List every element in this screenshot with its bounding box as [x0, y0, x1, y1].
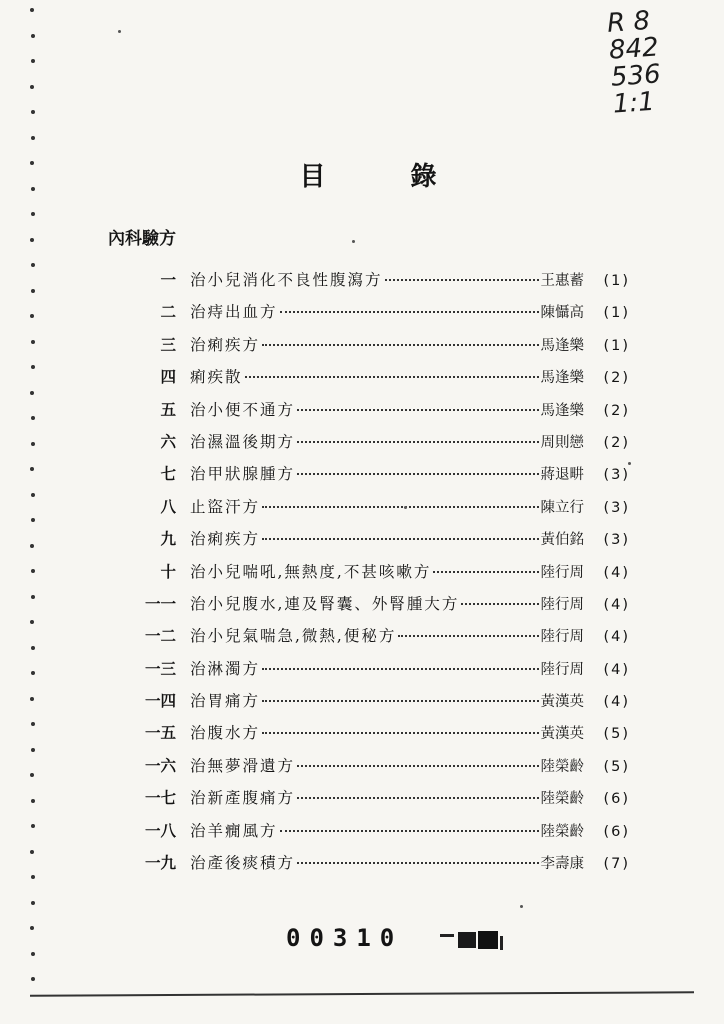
dot-leader: [262, 538, 538, 540]
library-stamp-mark: [436, 928, 506, 952]
toc-entry-title: 治小兒喘吼,無熱度,不甚咳嗽方: [190, 562, 432, 581]
toc-entry-page: (3): [603, 499, 630, 516]
binding-dot: [31, 136, 35, 140]
toc-entry-page: (3): [603, 532, 630, 549]
binding-dot: [31, 365, 35, 369]
toc-entry-page: (4): [603, 629, 630, 646]
binding-holes: [30, 8, 38, 988]
page-title: 目 錄: [299, 162, 475, 192]
toc-entry-page: (7): [603, 856, 630, 873]
toc-entry-number: 二: [160, 302, 176, 322]
toc-entry-number: 一四: [144, 691, 176, 711]
toc-entry-title: 痢疾散: [190, 368, 243, 387]
binding-dot: [31, 518, 35, 522]
toc-entry-title: 治胃痛方: [190, 692, 261, 711]
toc-entry-author: 陸榮齡: [540, 758, 584, 775]
toc-entry-author: 陸行周: [540, 596, 584, 613]
toc-entry: [120, 819, 630, 851]
binding-dot: [31, 824, 35, 828]
toc-entry-number: 六: [160, 431, 176, 451]
binding-dot: [30, 467, 34, 471]
toc-entry: [120, 786, 630, 818]
toc-entry-title: 治羊癇風方: [190, 821, 278, 840]
toc-entry: [120, 657, 630, 689]
toc-entry-title: 治痢疾方: [190, 530, 261, 549]
toc-entry-page: (6): [603, 823, 630, 840]
binding-dot: [31, 442, 35, 446]
binding-dot: [30, 8, 34, 12]
toc-entry-page: (1): [603, 305, 630, 322]
toc-entry-number: 五: [160, 399, 176, 419]
toc-entry-title: 治無夢滑遺方: [190, 756, 296, 775]
toc-entry-page: (5): [603, 726, 630, 743]
toc-entry-title: 治濕溫後期方: [190, 432, 296, 451]
binding-dot: [31, 289, 35, 293]
toc-entry-number: 一七: [144, 788, 176, 808]
paper-speck: [352, 240, 355, 243]
toc-entry-page: (2): [603, 434, 630, 451]
toc-entry-author: 陸行周: [540, 564, 584, 581]
binding-dot: [31, 671, 35, 675]
dot-leader: [433, 571, 538, 573]
binding-dot: [30, 238, 34, 242]
binding-dot: [30, 314, 34, 318]
toc-entry-author: 馬逢樂: [540, 370, 584, 387]
toc-entry-author: 馬逢樂: [540, 402, 584, 419]
toc-entry-author: 馬逢樂: [540, 337, 584, 354]
binding-dot: [31, 646, 35, 650]
dot-leader: [297, 441, 538, 443]
annotation-line: 536: [609, 59, 662, 93]
toc-entry-number: 一九: [144, 853, 176, 873]
dot-leader: [398, 635, 538, 637]
binding-dot: [31, 799, 35, 803]
toc-entry-title: 止盜汗方: [190, 497, 261, 516]
toc-entry-author: 周則戀: [540, 434, 584, 451]
toc-entry: [120, 592, 630, 624]
dot-leader: [297, 797, 538, 799]
toc-entry: [120, 624, 630, 656]
toc-entry-page: (2): [603, 402, 630, 419]
toc-entry-page: (1): [603, 273, 630, 289]
toc-entry-author: 李壽康: [540, 856, 584, 873]
toc-entry-author: 黃伯銘: [540, 532, 584, 549]
dot-leader: [385, 279, 539, 281]
toc-entry-title: 治產後痰積方: [190, 854, 296, 873]
toc-entry-author: 陸榮齡: [540, 823, 584, 840]
binding-dot: [31, 59, 35, 63]
binding-dot: [31, 952, 35, 956]
toc-entry: [120, 754, 630, 786]
binding-dot: [30, 926, 34, 930]
toc-entry-number: 一六: [144, 755, 176, 775]
dot-leader: [262, 732, 538, 734]
toc-entry-page: (4): [603, 661, 630, 678]
toc-entry-author: 陸行周: [540, 661, 584, 678]
toc-entry-number: 一一: [144, 593, 176, 613]
toc-entry-author: 黃漢英: [540, 694, 584, 711]
handwritten-annotation: [606, 5, 693, 118]
dot-leader: [280, 311, 539, 313]
toc-entry: [120, 462, 630, 494]
dot-leader: [280, 830, 539, 832]
paper-speck: [404, 506, 407, 509]
binding-dot: [31, 595, 35, 599]
dot-leader: [262, 668, 538, 670]
toc-entry: [120, 527, 630, 559]
toc-entry-page: (4): [603, 694, 630, 711]
annotation-line: 1:1: [611, 86, 656, 120]
toc-entry-title: 治新產腹痛方: [190, 789, 296, 808]
binding-dot: [31, 263, 35, 267]
binding-dot: [31, 875, 35, 879]
toc-entry-number: 七: [160, 464, 176, 484]
binding-dot: [31, 493, 35, 497]
binding-dot: [30, 773, 34, 777]
toc-entry: [120, 365, 630, 397]
binding-dot: [31, 416, 35, 420]
toc-entry-number: 十: [160, 561, 176, 581]
toc-entry-author: 陸行周: [540, 629, 584, 646]
toc-entry-page: (3): [603, 467, 630, 484]
dot-leader: [262, 506, 538, 508]
toc-entry-number: 三: [160, 334, 176, 354]
dot-leader: [297, 409, 538, 411]
binding-dot: [31, 212, 35, 216]
toc-entry-number: 一三: [144, 658, 176, 678]
toc-entry: [120, 300, 630, 332]
binding-dot: [31, 901, 35, 905]
toc-entry: [120, 851, 630, 883]
binding-dot: [31, 340, 35, 344]
toc-entry-title: 治小兒腹水,連及腎囊、外腎腫大方: [190, 594, 460, 613]
binding-dot: [30, 697, 34, 701]
binding-dot: [30, 391, 34, 395]
dot-leader: [297, 765, 538, 767]
toc-entry-number: 四: [160, 367, 176, 387]
binding-dot: [31, 722, 35, 726]
binding-dot: [31, 748, 35, 752]
toc-entry: [120, 560, 630, 592]
table-of-contents: [120, 268, 630, 883]
binding-dot: [31, 110, 35, 114]
toc-entry-page: (4): [603, 596, 630, 613]
binding-dot: [30, 850, 34, 854]
annotation-line: R 8: [606, 5, 652, 39]
toc-entry-page: (6): [603, 791, 630, 808]
toc-entry-title: 治淋濁方: [190, 659, 261, 678]
dot-leader: [297, 862, 538, 864]
toc-entry-number: 一八: [144, 820, 176, 840]
toc-entry-author: 陳懾高: [540, 305, 584, 322]
toc-entry-page: (1): [603, 337, 630, 354]
paper-speck: [628, 462, 631, 465]
toc-entry: [120, 333, 630, 365]
catalog-number: 00310: [286, 924, 404, 952]
dot-leader: [245, 376, 539, 378]
toc-entry: [120, 430, 630, 462]
section-heading: 內科驗方: [108, 229, 176, 249]
paper-speck: [520, 905, 523, 908]
toc-entry: [120, 495, 630, 527]
toc-entry-author: 黃漢英: [540, 726, 584, 743]
toc-entry-page: (4): [603, 564, 630, 581]
toc-entry-number: 一二: [144, 626, 176, 646]
toc-entry-title: 治痔出血方: [190, 303, 278, 322]
toc-entry-title: 治小兒消化不良性腹瀉方: [190, 271, 383, 289]
binding-dot: [31, 569, 35, 573]
toc-entry-number: 一五: [144, 723, 176, 743]
paper-speck: [118, 30, 121, 33]
toc-entry-author: 陳立行: [540, 499, 584, 516]
toc-entry: [120, 268, 630, 300]
binding-dot: [31, 34, 35, 38]
toc-entry-page: (5): [603, 758, 630, 775]
dot-leader: [297, 473, 538, 475]
toc-entry: [120, 689, 630, 721]
toc-entry-number: 八: [160, 496, 176, 516]
bottom-rule: [30, 991, 694, 996]
toc-entry-title: 治小便不通方: [190, 400, 296, 419]
binding-dot: [30, 620, 34, 624]
toc-entry-author: 蔣退畊: [540, 467, 584, 484]
toc-entry-title: 治甲狀腺腫方: [190, 465, 296, 484]
toc-entry-page: (2): [603, 370, 630, 387]
toc-entry-title: 治小兒氣喘急,微熱,便秘方: [190, 627, 397, 646]
annotation-line: 842: [608, 32, 660, 66]
binding-dot: [30, 544, 34, 548]
binding-dot: [31, 977, 35, 981]
toc-entry: [120, 398, 630, 430]
dot-leader: [262, 700, 538, 702]
toc-entry-author: 王惠蓄: [540, 273, 584, 289]
toc-entry: [120, 721, 630, 753]
binding-dot: [30, 85, 34, 89]
toc-entry-author: 陸榮齡: [540, 791, 584, 808]
toc-entry-title: 治腹水方: [190, 724, 261, 743]
toc-entry-title: 治痢疾方: [190, 335, 261, 354]
dot-leader: [461, 603, 538, 605]
toc-entry-number: 九: [160, 529, 176, 549]
dot-leader: [262, 344, 538, 346]
toc-entry-number: 一: [160, 270, 176, 289]
